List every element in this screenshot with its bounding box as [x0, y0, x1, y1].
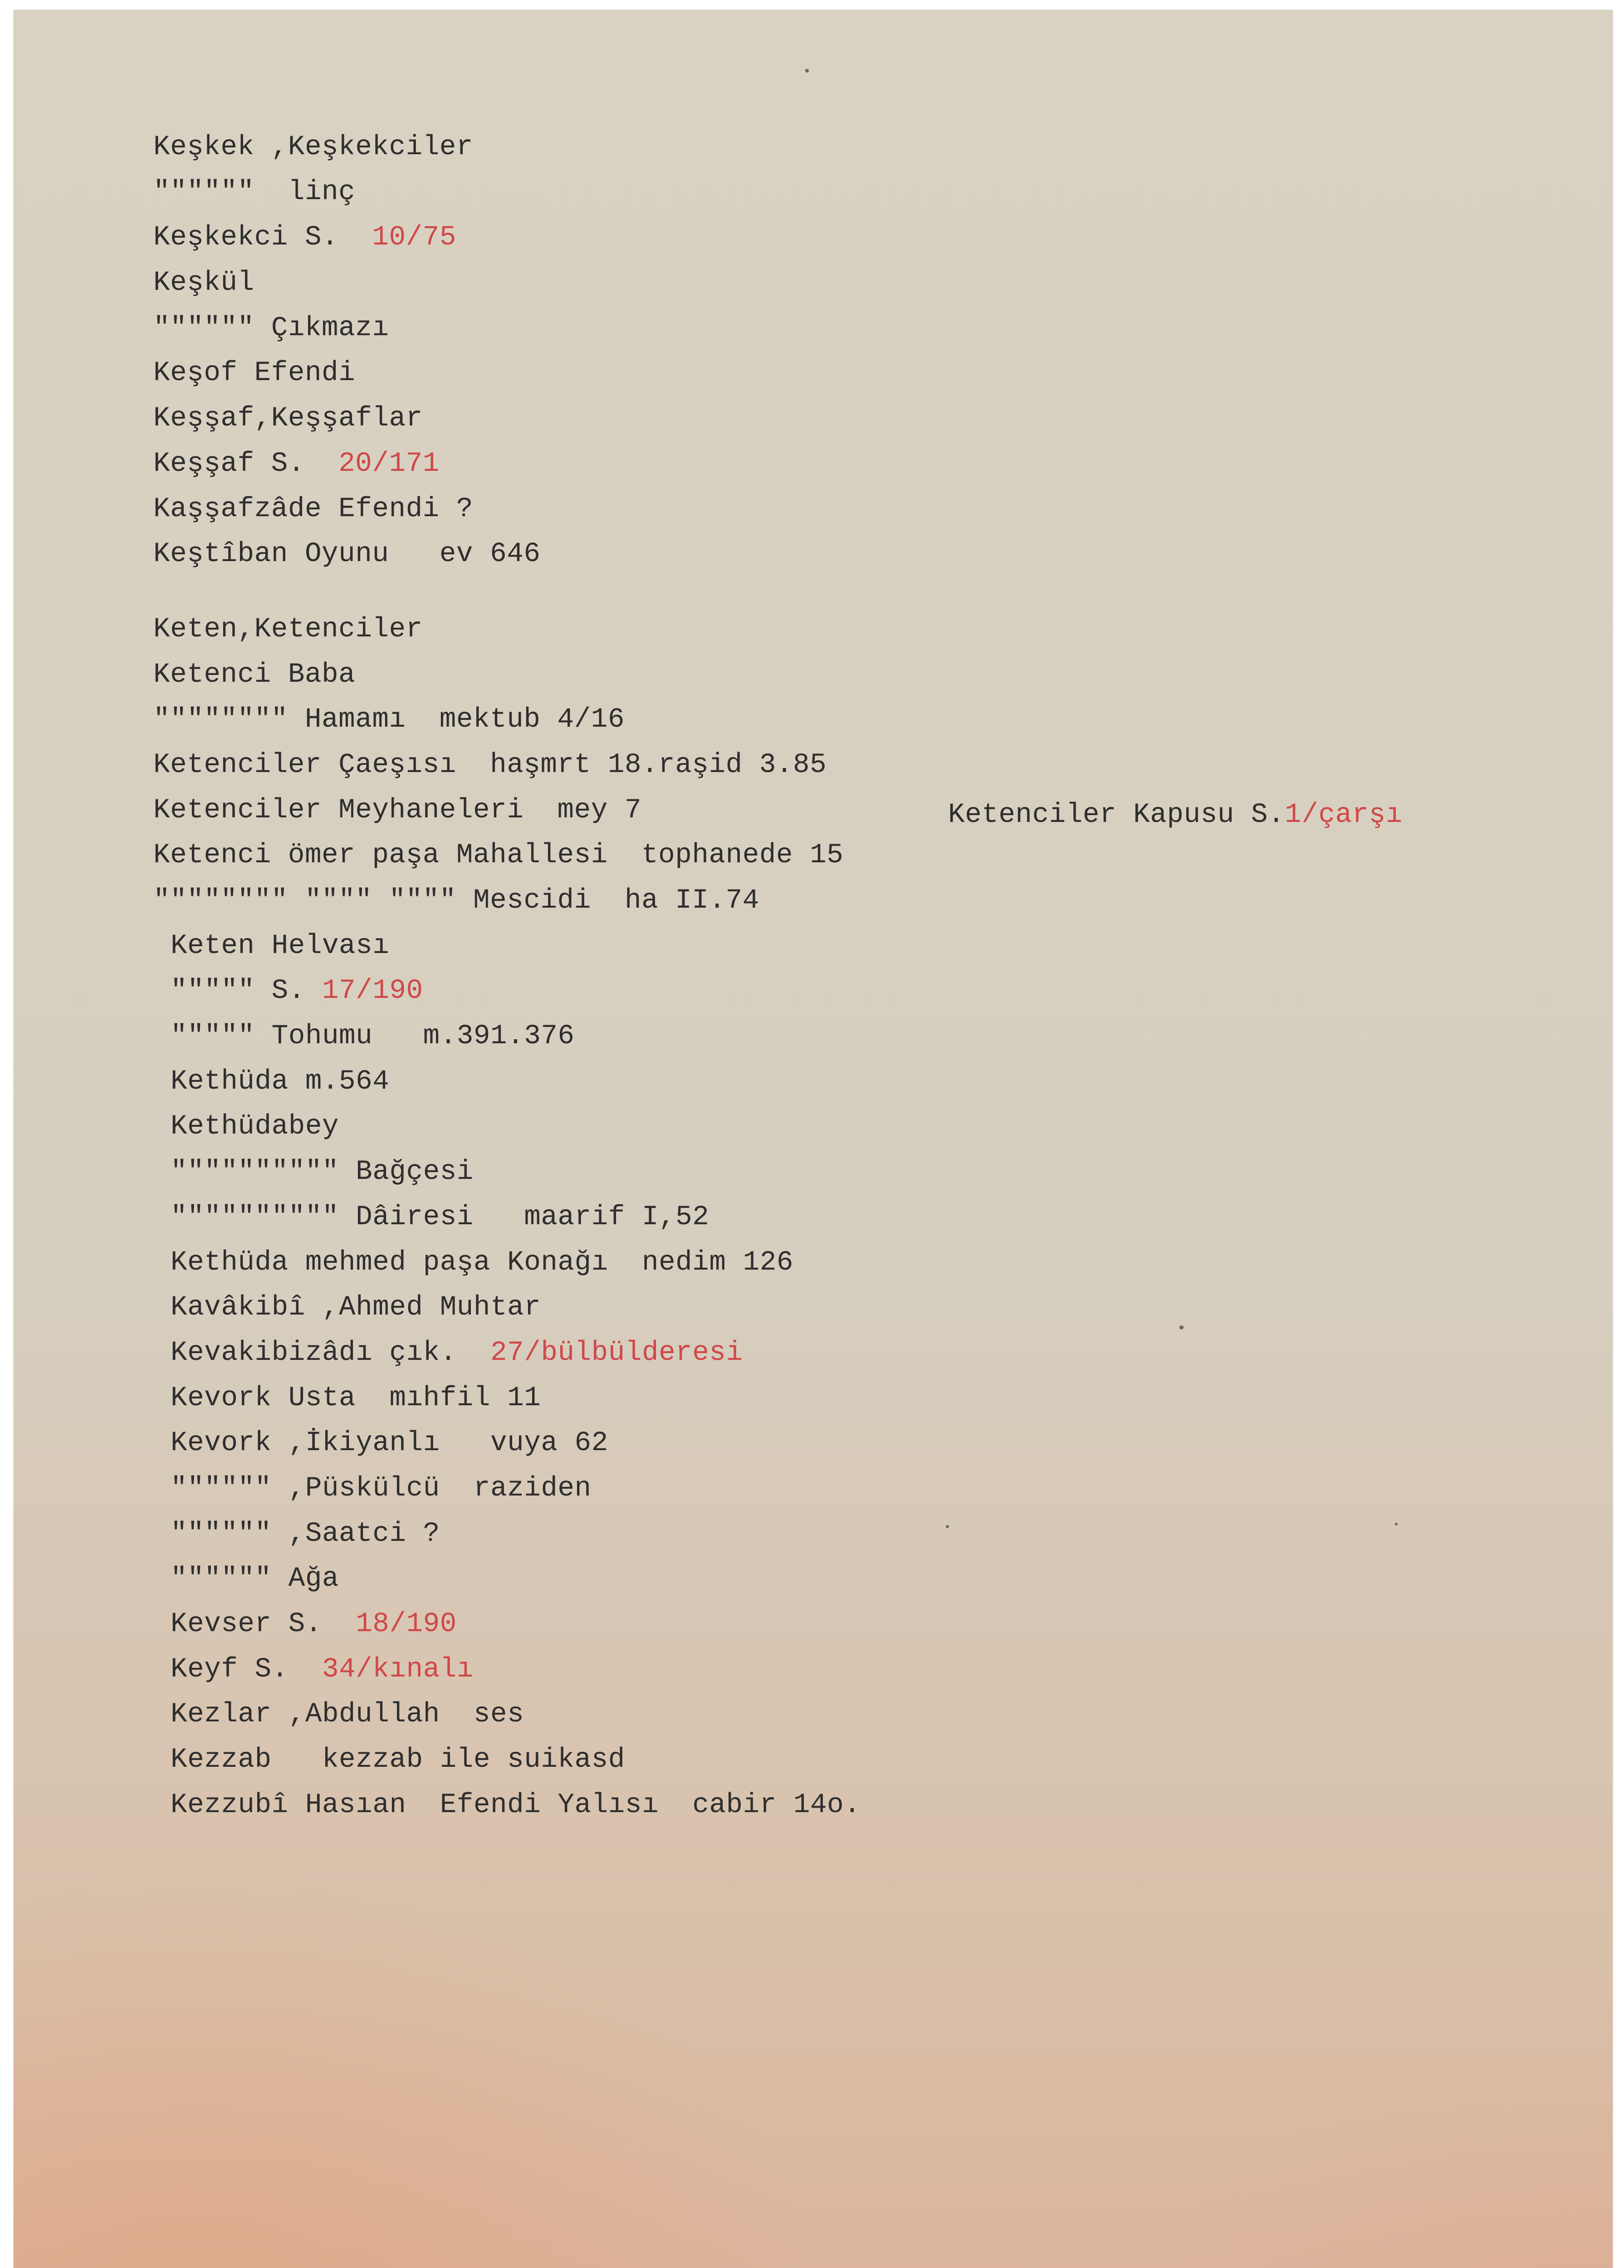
entry-text: """""""""" Dâiresi maarif I,52 [171, 1202, 709, 1233]
index-entry [153, 659, 355, 691]
index-entry [171, 1518, 440, 1550]
index-entry [171, 1292, 541, 1324]
paper-speck [805, 69, 809, 73]
entry-text: """""""" """" """" Mescidi ha II.74 [153, 885, 759, 916]
index-entry [171, 1563, 339, 1595]
entry-text: Kevser S. [171, 1608, 356, 1640]
entry-text: Keştîban Oyunu ev 646 [153, 538, 541, 570]
side-note [948, 799, 1403, 831]
entry-text: Kethüdabey [171, 1111, 339, 1142]
entry-text: """"" S. [171, 975, 322, 1007]
entry-text: """""""" Hamamı mektub 4/16 [153, 704, 625, 735]
entry-text: """""" ,Püskülcü raziden [171, 1473, 592, 1504]
index-entry [171, 1247, 793, 1279]
index-entry [171, 1066, 389, 1098]
index-entry [171, 1202, 709, 1233]
paper-speck [946, 1525, 949, 1528]
entry-text: Kavâkibî ,Ahmed Muhtar [171, 1292, 541, 1323]
entry-text: Kethüda m.564 [171, 1066, 390, 1097]
entry-text: Ketenciler Meyhaneleri mey 7 [153, 795, 642, 826]
entry-reference: 17/190 [322, 975, 423, 1007]
index-entry [153, 704, 625, 736]
entry-text: Kethüda mehmed paşa Konağı nedim 126 [171, 1247, 793, 1278]
entry-text: Kezlar ,Abdullah ses [171, 1699, 524, 1730]
entry-text: """""" Ağa [171, 1563, 339, 1594]
entry-text: """""""""" Bağçesi [171, 1156, 474, 1188]
entry-reference: 27/bülbülderesi [490, 1337, 743, 1369]
index-entry [171, 1021, 575, 1052]
entry-reference: 10/75 [372, 222, 456, 253]
entry-text: Kezzubî Hasıan Efendi Yalısı cabir 14o. [171, 1789, 861, 1821]
index-entry [171, 1654, 474, 1686]
index-entry [153, 267, 254, 299]
entry-text: Keyf S. [171, 1654, 322, 1685]
index-entry [171, 1111, 339, 1143]
index-entry [171, 1383, 541, 1414]
index-entry [171, 1699, 524, 1730]
index-entry [153, 885, 759, 917]
index-entry [171, 1789, 861, 1821]
entry-text: Kevork Usta mıhfil 11 [171, 1383, 541, 1414]
entry-text: Ketenciler Çaeşısı haşmrt 18.raşid 3.85 [153, 749, 827, 781]
entry-text: Kaşşafzâde Efendi ? [153, 494, 474, 525]
index-entry [153, 795, 641, 826]
index-entry [171, 1427, 608, 1459]
index-entry [153, 403, 423, 435]
index-entry [153, 222, 456, 254]
entry-text: Keşşaf S. [153, 448, 339, 479]
entry-text: Keten Helvası [171, 930, 390, 962]
index-entry [171, 1337, 743, 1369]
entry-text: Keşof Efendi [153, 357, 356, 389]
entry-text: """""" ,Saatci ? [171, 1518, 440, 1549]
index-entry [153, 448, 440, 480]
entry-text: Ketenci Baba [153, 659, 356, 690]
index-entry [153, 132, 473, 163]
entry-text: Kevork ,İkiyanlı vuya 62 [171, 1427, 608, 1459]
paper-speck [1395, 1523, 1398, 1525]
index-entry [153, 840, 843, 871]
paper-speck [1179, 1325, 1184, 1330]
side-note-ref: 1/çarşı [1285, 799, 1403, 831]
document-page [14, 10, 1613, 2268]
entry-reference: 18/190 [356, 1608, 457, 1640]
entry-text: Keşkül [153, 267, 254, 298]
side-note-text: Ketenciler Kapusu S. [948, 799, 1285, 831]
entry-reference: 34/kınalı [322, 1654, 474, 1685]
index-entry [171, 1156, 474, 1188]
entry-text: Kezzab kezzab ile suikasd [171, 1744, 625, 1775]
index-entry [153, 538, 540, 570]
entry-text: """""" Çıkmazı [153, 313, 389, 344]
index-entry [153, 494, 473, 525]
index-entry [171, 1744, 625, 1776]
index-entry [171, 975, 423, 1007]
index-entry [153, 176, 355, 208]
entry-text: """"" Tohumu m.391.376 [171, 1021, 575, 1052]
index-entry [153, 749, 827, 781]
index-entry [171, 1608, 457, 1640]
index-entry [171, 1473, 592, 1505]
entry-text: Ketenci ömer paşa Mahallesi tophanede 15 [153, 840, 844, 871]
entry-text: Keşşaf,Keşşaflar [153, 403, 423, 434]
entry-text: Keşkek ,Keşkekciler [153, 132, 474, 163]
index-entry [153, 357, 355, 389]
index-entry [171, 930, 389, 962]
entry-reference: 20/171 [338, 448, 440, 479]
entry-text: Kevakibizâdı çık. [171, 1337, 491, 1369]
index-entry [153, 313, 389, 344]
index-entry [153, 614, 423, 645]
entry-text: Keşkekci S. [153, 222, 372, 253]
entry-text: """""" linç [153, 176, 356, 208]
entry-text: Keten,Ketenciler [153, 614, 423, 645]
